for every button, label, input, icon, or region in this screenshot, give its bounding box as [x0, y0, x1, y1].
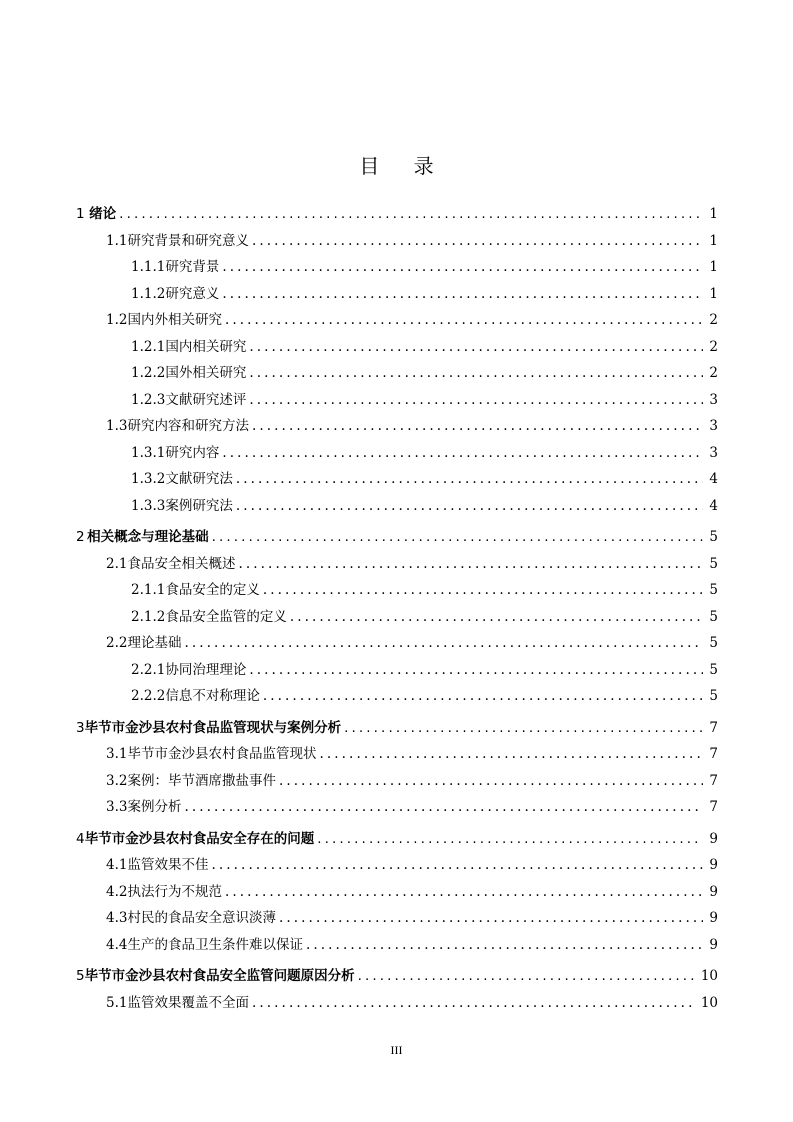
- toc-entry-title: 文献研究述评: [165, 391, 247, 408]
- toc-entry-level-1[interactable]: [76, 966, 718, 986]
- toc-entry-title: 相关概念与理论基础: [87, 529, 209, 545]
- toc-entry-level-2[interactable]: [106, 633, 718, 653]
- toc-leader-dots: [249, 660, 703, 680]
- toc-entry-page: 9: [709, 857, 718, 873]
- toc-entry-page: 9: [709, 936, 718, 953]
- toc-entry-title: 执法行为不规范: [127, 883, 222, 900]
- toc-entry-page: 2: [709, 338, 718, 355]
- toc-entry-number: 4.4: [106, 936, 128, 953]
- toc-entry-title: 国内外相关研究: [127, 312, 222, 328]
- toc-entry-page: 7: [709, 772, 718, 789]
- toc-leader-dots: [249, 390, 703, 410]
- toc-entry-page: 9: [709, 830, 718, 847]
- toc-entry-title: 毕节市金沙县农村食品安全监管问题原因分析: [84, 968, 355, 984]
- toc-entry-page: 3: [709, 444, 718, 461]
- toc-entry-level-3[interactable]: [131, 337, 718, 357]
- toc-entry-title: 监管效果覆盖不全面: [127, 994, 249, 1011]
- toc-entry-page: 1: [709, 232, 718, 249]
- toc-entry-page: 1: [709, 206, 718, 222]
- toc-entry-number: 1.3: [106, 418, 128, 434]
- toc-entry-title: 毕节市金沙县农村食品监管现状与案例分析: [84, 719, 342, 736]
- toc-entry-number: 2: [76, 529, 85, 545]
- toc-leader-dots: [252, 231, 703, 251]
- toc-entry-number: 2.2.2: [131, 688, 166, 704]
- toc-entry-title: 村民的食品安全意识淡薄: [127, 910, 276, 926]
- toc-leader-dots: [252, 993, 695, 1013]
- toc-entry-title: 研究内容和研究方法: [127, 418, 249, 434]
- toc-entry-level-3[interactable]: [131, 390, 718, 410]
- toc-entry-number: 1.1.2: [131, 285, 166, 302]
- toc-entry-level-2[interactable]: [106, 855, 718, 875]
- toc-leader-dots: [317, 829, 703, 849]
- toc-entry-title: 食品安全监管的定义: [165, 608, 287, 625]
- toc-leader-dots: [225, 882, 703, 902]
- toc-entry-title: 研究背景: [165, 259, 220, 275]
- toc-entry-level-3[interactable]: [131, 363, 718, 383]
- toc-leader-dots: [306, 935, 703, 955]
- toc-entry-level-3[interactable]: [131, 686, 718, 706]
- toc-entry-page: 5: [709, 635, 718, 651]
- toc-leader-dots: [212, 527, 704, 547]
- toc-entry-number: 4.1: [106, 857, 128, 873]
- toc-entry-title: 案例研究法: [165, 497, 233, 514]
- toc-entry-level-3[interactable]: [131, 257, 718, 277]
- toc-entry-page: 7: [709, 799, 718, 815]
- toc-entry-number: 5.1: [106, 994, 128, 1011]
- toc-entry-number: 1.2.3: [131, 391, 166, 408]
- toc-entry-number: 2.1.2: [131, 608, 166, 625]
- toc-leader-dots: [236, 469, 704, 489]
- toc-leader-dots: [344, 718, 703, 738]
- toc-entry-level-2[interactable]: [106, 231, 718, 251]
- toc-entry-title: 毕节市金沙县农村食品安全存在的问题: [84, 830, 315, 847]
- toc-entry-level-1[interactable]: [76, 527, 718, 547]
- toc-leader-dots: [279, 908, 703, 928]
- toc-entry-page: 2: [709, 365, 718, 381]
- toc-entry-level-2[interactable]: [106, 554, 718, 574]
- toc-leader-dots: [263, 580, 704, 600]
- toc-entry-level-3[interactable]: [131, 660, 718, 680]
- toc-entry-number: 4: [76, 830, 85, 847]
- toc-entry-title: 国外相关研究: [165, 365, 247, 381]
- toc-entry-level-3[interactable]: [131, 496, 718, 516]
- toc-entry-page: 4: [709, 497, 718, 514]
- toc-leader-dots: [222, 443, 703, 463]
- toc-entry-page: 4: [709, 471, 718, 487]
- toc-entry-number: 1.3.3: [131, 497, 166, 514]
- toc-entry-level-3[interactable]: [131, 607, 718, 627]
- toc-entry-page: 5: [709, 529, 718, 545]
- toc-entry-level-3[interactable]: [131, 580, 718, 600]
- toc-entry-number: 3: [76, 719, 85, 736]
- toc-leader-dots: [119, 204, 703, 224]
- toc-entry-title: 食品安全的定义: [165, 582, 260, 598]
- toc-entry-page: 7: [709, 746, 718, 762]
- page-number-footer: III: [390, 1043, 403, 1057]
- toc-entry-number: 4.2: [106, 883, 128, 900]
- toc-entry-number: 1.3.2: [131, 471, 166, 487]
- toc-entry-page: 5: [709, 661, 718, 678]
- toc-entry-level-2[interactable]: [106, 797, 718, 817]
- toc-leader-dots: [358, 966, 695, 986]
- toc-entry-level-2[interactable]: [106, 771, 718, 791]
- toc-entry-level-1[interactable]: [76, 718, 718, 738]
- toc-entry-level-2[interactable]: [106, 908, 718, 928]
- toc-leader-dots: [184, 797, 703, 817]
- toc-entry-page: 9: [709, 883, 718, 900]
- toc-entry-title: 理论基础: [127, 635, 182, 651]
- toc-leader-dots: [263, 686, 704, 706]
- toc-entry-title: 文献研究法: [165, 471, 233, 487]
- toc-leader-dots: [249, 337, 703, 357]
- toc-entry-title: 研究背景和研究意义: [127, 232, 249, 249]
- page-title: 目 录: [359, 154, 448, 178]
- toc-entry-page: 5: [709, 582, 718, 598]
- toc-leader-dots: [222, 284, 703, 304]
- toc-entry-title: 国内相关研究: [165, 338, 247, 355]
- toc-entry-number: 1.1.1: [131, 259, 166, 275]
- toc-leader-dots: [319, 744, 703, 764]
- toc-entry-title: 协同治理理论: [165, 661, 247, 678]
- toc-entry-title: 监管效果不佳: [127, 857, 209, 873]
- toc-leader-dots: [211, 855, 703, 875]
- toc-entry-number: 3.2: [106, 772, 128, 789]
- toc-entry-title: 案例：毕节酒席撒盐事件: [127, 772, 276, 789]
- toc-entry-level-1[interactable]: [76, 204, 718, 224]
- toc-entry-title: 研究内容: [165, 444, 220, 461]
- toc-entry-title: 毕节市金沙县农村食品监管现状: [127, 746, 317, 762]
- toc-entry-title: 研究意义: [165, 285, 220, 302]
- toc-entry-number: 1.2.1: [131, 338, 166, 355]
- toc-entry-level-2[interactable]: [106, 310, 718, 330]
- toc-entry-page: 3: [709, 391, 718, 408]
- toc-entry-level-2[interactable]: [106, 935, 718, 955]
- toc-entry-number: 3.3: [106, 799, 128, 815]
- toc-entry-page: 2: [709, 312, 718, 328]
- toc-entry-number: 1: [76, 206, 85, 222]
- toc-entry-number: 3.1: [106, 746, 128, 762]
- toc-entry-number: 1.2.2: [131, 365, 166, 381]
- toc-entry-level-3[interactable]: [131, 284, 718, 304]
- toc-leader-dots: [236, 496, 704, 516]
- toc-entry-level-3[interactable]: [131, 469, 718, 489]
- toc-entry-title: 绪论: [89, 206, 117, 222]
- toc-entry-page: 1: [709, 285, 718, 302]
- toc-entry-page: 10: [700, 994, 718, 1011]
- toc-entry-number: 5: [76, 968, 85, 984]
- toc-leader-dots: [238, 554, 703, 574]
- toc-entry-number: 2.2: [106, 635, 128, 651]
- toc-entry-title: 生产的食品卫生条件难以保证: [127, 936, 303, 953]
- toc-leader-dots: [225, 310, 703, 330]
- toc-entry-page: 5: [709, 688, 718, 704]
- toc-entry-title: 案例分析: [127, 799, 182, 815]
- toc-leader-dots: [290, 607, 704, 627]
- toc-entry-number: 1.2: [106, 312, 128, 328]
- toc-entry-page: 10: [700, 968, 718, 984]
- toc-entry-number: 2.1.1: [131, 582, 166, 598]
- toc-entry-number: 1.1: [106, 232, 128, 249]
- toc-entry-number: 1.3.1: [131, 444, 166, 461]
- toc-entry-level-2[interactable]: [106, 993, 718, 1013]
- toc-entry-page: 5: [709, 555, 718, 572]
- toc-entry-title: 信息不对称理论: [165, 688, 260, 704]
- toc-entry-level-2[interactable]: [106, 882, 718, 902]
- toc-entry-page: 3: [709, 418, 718, 434]
- toc-entry-level-2[interactable]: [106, 744, 718, 764]
- toc-entry-page: 7: [709, 719, 718, 736]
- toc-entry-level-1[interactable]: [76, 829, 718, 849]
- toc-entry-page: 5: [709, 608, 718, 625]
- toc-leader-dots: [184, 633, 703, 653]
- toc-entry-page: 9: [709, 910, 718, 926]
- toc-entry-level-3[interactable]: [131, 443, 718, 463]
- toc-leader-dots: [252, 416, 703, 436]
- toc-leader-dots: [279, 771, 703, 791]
- toc-entry-number: 2.1: [106, 555, 128, 572]
- toc-entry-number: 4.3: [106, 910, 128, 926]
- toc-entry-level-2[interactable]: [106, 416, 718, 436]
- toc-entry-number: 2.2.1: [131, 661, 166, 678]
- toc-leader-dots: [249, 363, 703, 383]
- toc-entry-page: 1: [709, 259, 718, 275]
- toc-leader-dots: [222, 257, 703, 277]
- toc-entry-title: 食品安全相关概述: [127, 555, 236, 572]
